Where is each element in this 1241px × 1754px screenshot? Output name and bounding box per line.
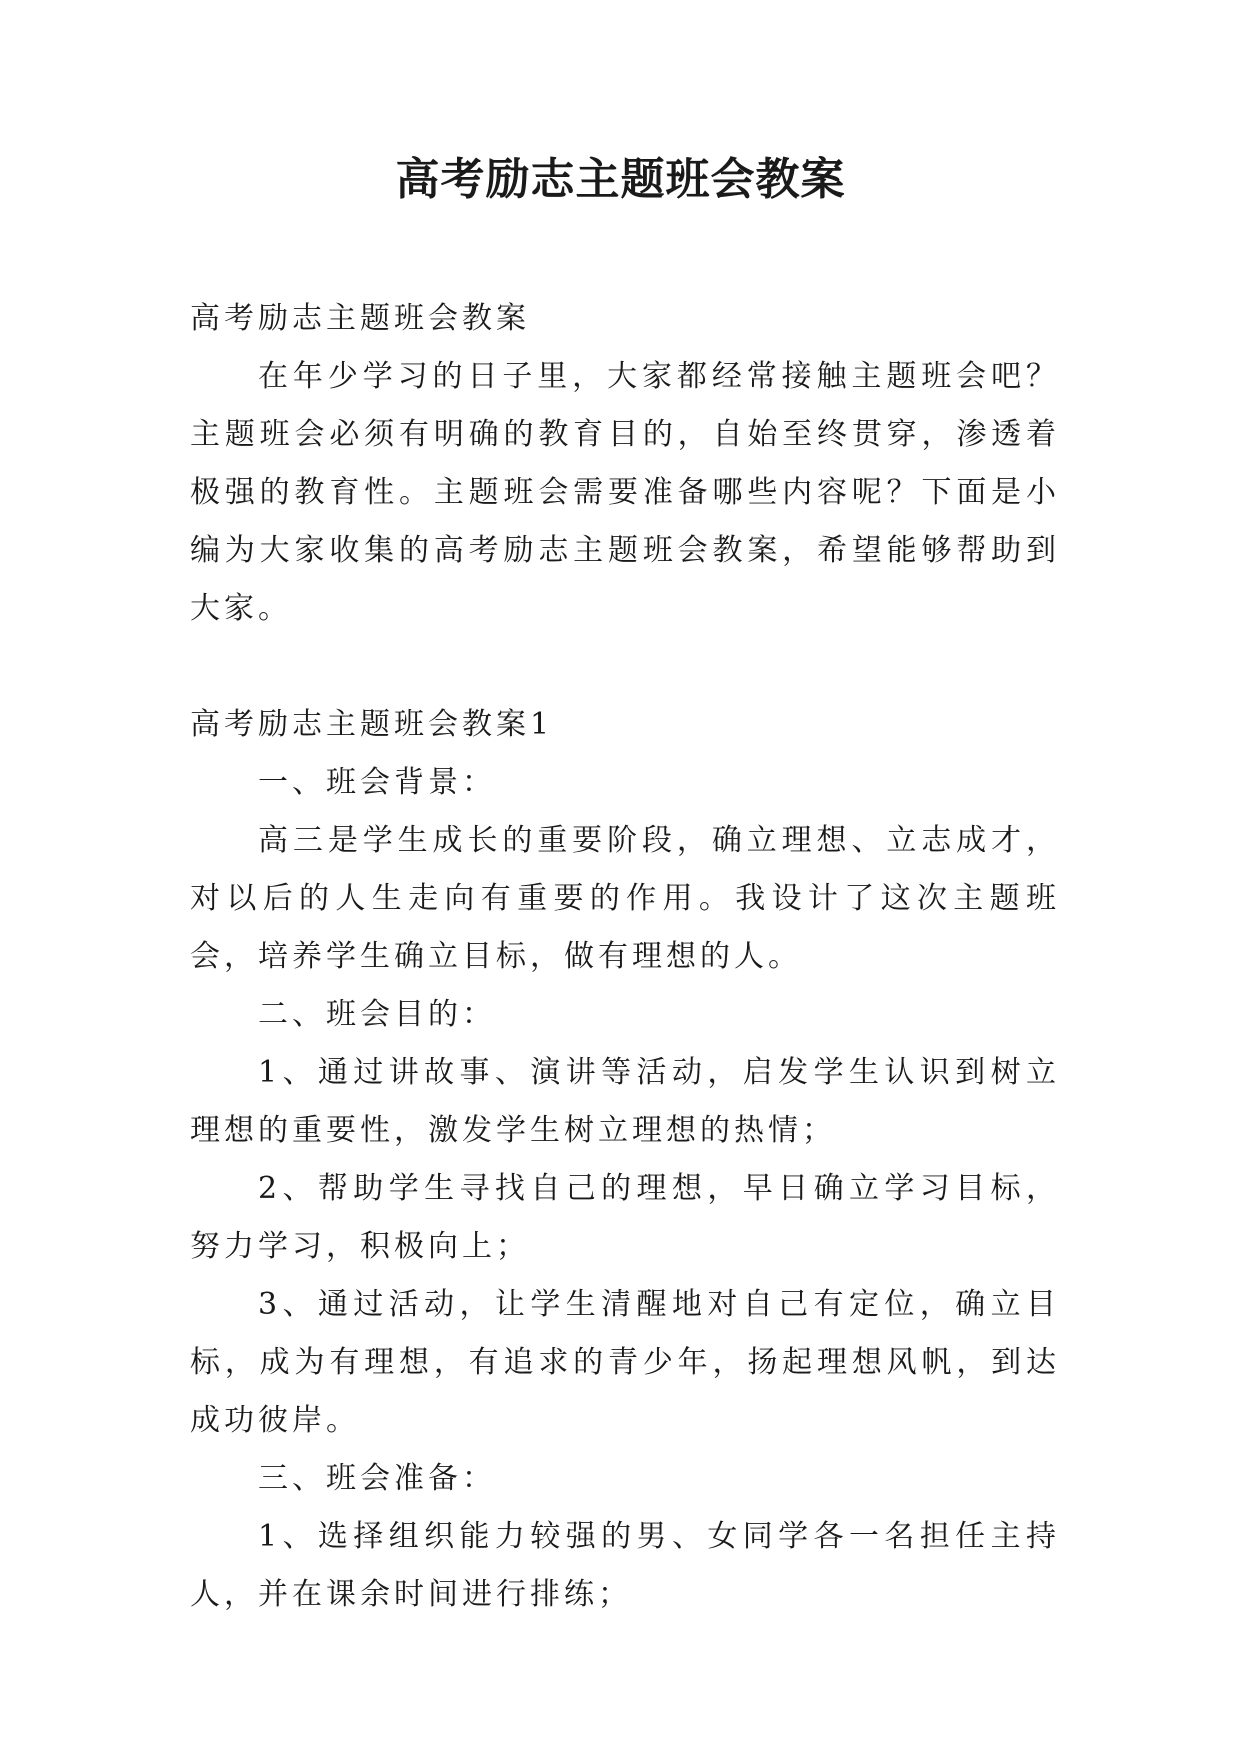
section-heading: 高考励志主题班会教案 xyxy=(190,301,530,336)
document-title: 高考励志主题班会教案 xyxy=(395,154,846,205)
purpose-item: 2、帮助学生寻找自己的理想，早日确立学习目标，努力学习，积极向上； xyxy=(190,1171,1060,1264)
intro-paragraph: 在年少学习的日子里，大家都经常接触主题班会吧？主题班会必须有明确的教育目的，自始至终贯穿，渗透着极强的教育性。主题班会需要准备哪些内容呢？下面是小编为大家收集的高考励志主题班会教案，希望能够帮助到大家。 xyxy=(190,359,1060,626)
subheading-purpose: 二、班会目的： xyxy=(258,997,496,1032)
document-body xyxy=(190,290,1060,1624)
preparation-item: 1、选择组织能力较强的男、女同学各一名担任主持人，并在课余时间进行排练； xyxy=(190,1519,1060,1612)
section-heading: 高考励志主题班会教案1 xyxy=(190,707,554,742)
subheading-background: 一、班会背景： xyxy=(258,765,496,800)
background-paragraph: 高三是学生成长的重要阶段，确立理想、立志成才，对以后的人生走向有重要的作用。我设计了这次主题班会，培养学生确立目标，做有理想的人。 xyxy=(190,823,1060,974)
purpose-item: 1、通过讲故事、演讲等活动，启发学生认识到树立理想的重要性，激发学生树立理想的热情； xyxy=(190,1055,1060,1148)
paragraph-gap xyxy=(190,638,1060,696)
subheading-preparation: 三、班会准备： xyxy=(258,1461,496,1496)
purpose-item: 3、通过活动，让学生清醒地对自己有定位，确立目标，成为有理想，有追求的青少年，扬起理想风帆，到达成功彼岸。 xyxy=(190,1287,1060,1438)
